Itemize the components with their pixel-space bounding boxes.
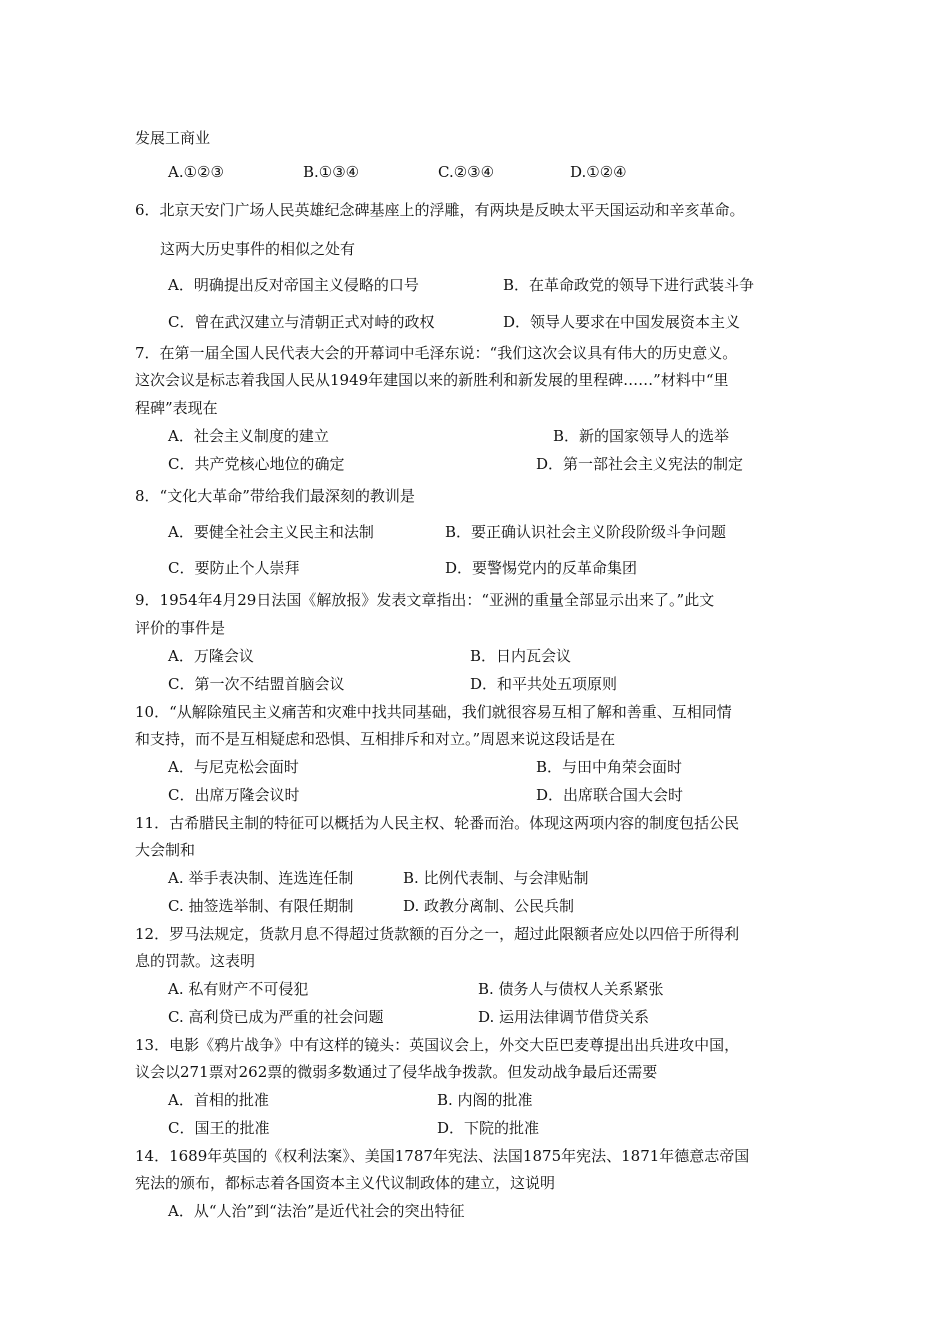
option-a: A. 私有财产不可侵犯 (168, 980, 309, 998)
option-d: D．要警惕党内的反革命集团 (445, 559, 638, 577)
option-c: C. 抽签选举制、有限任期制 (168, 897, 354, 915)
option-b: B．在革命政党的领导下进行武装斗争 (503, 276, 755, 294)
option-a: A．万隆会议 (168, 647, 254, 665)
question-stem: 这两大历史事件的相似之处有 (160, 240, 356, 258)
option-c: C．要防止个人崇拜 (168, 559, 300, 577)
option-a: A．与尼克松会面时 (168, 758, 299, 776)
question-stem: 8．“文化大革命”带给我们最深刻的教训是 (135, 487, 415, 505)
question-stem: 大会制和 (135, 841, 196, 859)
option-d: D．和平共处五项原则 (470, 675, 618, 693)
option-c: C．曾在武汉建立与清朝正式对峙的政权 (168, 313, 435, 331)
option-a: A.①②③ (168, 163, 224, 181)
option-b: B．要正确认识社会主义阶段阶级斗争问题 (445, 523, 727, 541)
option-c: C. 高利贷已成为严重的社会问题 (168, 1008, 384, 1026)
question-stem: 10．“从解除殖民主义痛苦和灾难中找共同基础，我们就很容易互相了解和善重、互相同情 (135, 703, 732, 721)
question-stem: 宪法的颁布，都标志着各国资本主义代议制政体的建立，这说明 (135, 1174, 556, 1192)
question-stem: 这次会议是标志着我国人民从1949年建国以来的新胜利和新发展的里程碑……”材料中“里 (135, 371, 729, 389)
option-a: A．要健全社会主义民主和法制 (168, 523, 374, 541)
option-b: B．日内瓦会议 (470, 647, 572, 665)
option-d: D．领导人要求在中国发展资本主义 (503, 313, 741, 331)
option-a: A．明确提出反对帝国主义侵略的口号 (168, 276, 419, 294)
question-stem: 13．电影《鸦片战争》中有这样的镜头：英国议会上，外交大臣巴麦尊提出出兵进攻中国， (135, 1036, 740, 1054)
option-b: B. 内阁的批准 (437, 1091, 533, 1109)
option-d: D．出席联合国大会时 (536, 786, 684, 804)
option-b: B. 比例代表制、与会津贴制 (403, 869, 589, 887)
option-d: D. 运用法律调节借贷关系 (478, 1008, 650, 1026)
question-stem: 14．1689年英国的《权利法案》、美国1787年宪法、法国1875年宪法、1871年德意志帝国 (135, 1147, 750, 1165)
option-b: B．新的国家领导人的选举 (553, 427, 730, 445)
option-c: C.②③④ (438, 163, 495, 181)
option-a: A．从“人治”到“法治”是近代社会的突出特征 (168, 1202, 465, 1220)
option-c: C．第一次不结盟首脑会议 (168, 675, 345, 693)
option-d: D．下院的批准 (437, 1119, 540, 1137)
option-a: A. 举手表决制、连选连任制 (168, 869, 354, 887)
question-stem: 6．北京天安门广场人民英雄纪念碑基座上的浮雕，有两块是反映太平天国运动和辛亥革命。 (135, 201, 745, 219)
option-d: D.①②④ (570, 163, 627, 181)
option-d: D．第一部社会主义宪法的制定 (536, 455, 744, 473)
question-stem: 11．古希腊民主制的特征可以概括为人民主权、轮番而治。体现这两项内容的制度包括公民 (135, 814, 740, 832)
option-d: D. 政教分离制、公民兵制 (403, 897, 575, 915)
question-stem: 7．在第一届全国人民代表大会的开幕词中毛泽东说：“我们这次会议具有伟大的历史意义。 (135, 344, 738, 362)
option-a: A．社会主义制度的建立 (168, 427, 329, 445)
question-stem: 9．1954年4月29日法国《解放报》发表文章指出：“亚洲的重量全部显示出来了。”此文 (135, 591, 715, 609)
question-stem: 和支持，而不是互相疑虑和恐惧、互相排斥和对立。”周恩来说这段话是在 (135, 730, 616, 748)
question-stem: 12．罗马法规定，货款月息不得超过货款额的百分之一，超过此限额者应处以四倍于所得利 (135, 925, 740, 943)
option-c: C．共产党核心地位的确定 (168, 455, 345, 473)
option-a: A．首相的批准 (168, 1091, 269, 1109)
question-stem: 息的罚款。这表明 (135, 952, 256, 970)
question-stem: 议会以271票对262票的微弱多数通过了侵华战争拨款。但发动战争最后还需要 (135, 1063, 658, 1081)
option-b: B.①③④ (303, 163, 360, 181)
option-b: B．与田中角荣会面时 (536, 758, 683, 776)
text-line: 发展工商业 (135, 129, 211, 147)
option-c: C．出席万隆会议时 (168, 786, 300, 804)
option-b: B. 债务人与债权人关系紧张 (478, 980, 664, 998)
question-stem: 程碑”表现在 (135, 399, 218, 417)
question-stem: 评价的事件是 (135, 619, 226, 637)
option-c: C．国王的批准 (168, 1119, 270, 1137)
